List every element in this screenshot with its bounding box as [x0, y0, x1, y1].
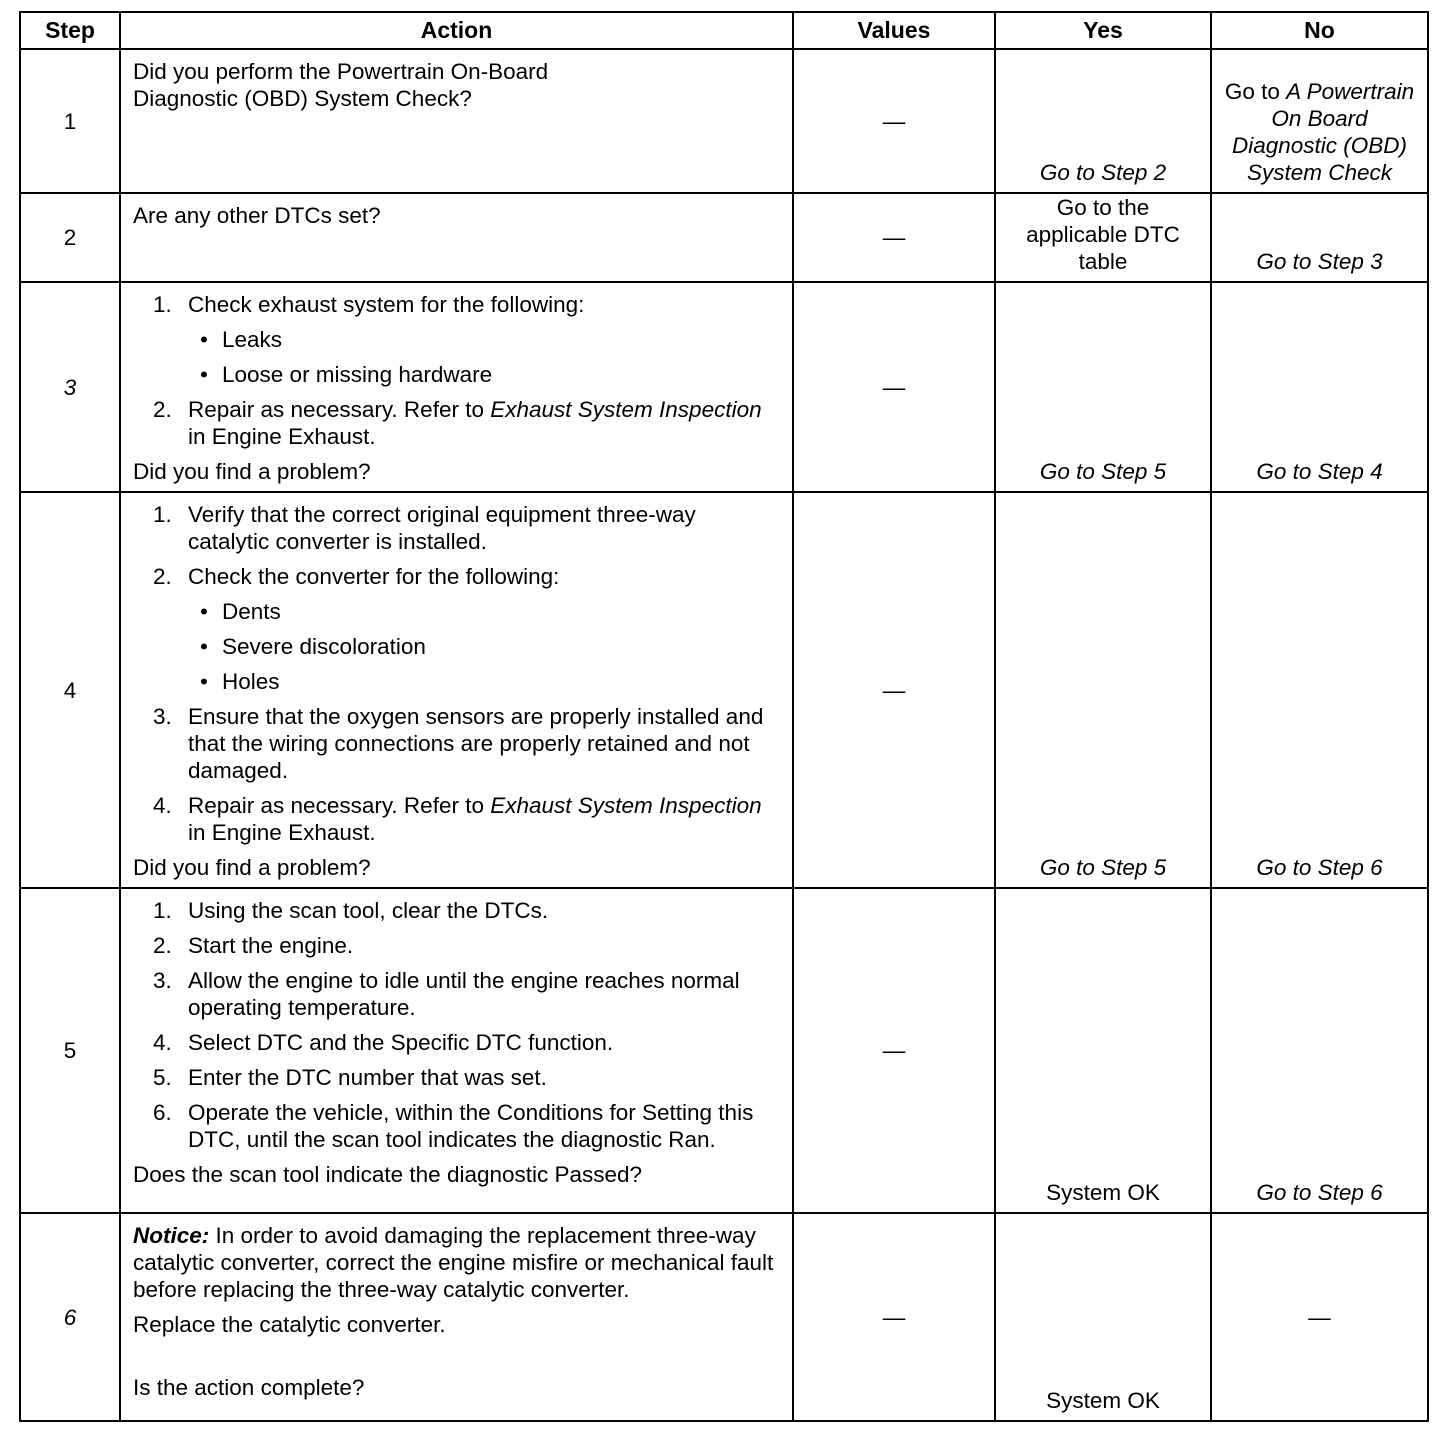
- no-cell: Go to Step 6: [1211, 492, 1428, 888]
- question-text: Did you find a problem?: [133, 855, 371, 880]
- action-step: [133, 1064, 782, 1091]
- step-index: 2.: [153, 933, 172, 958]
- bullet-list: [188, 598, 782, 695]
- question-text: Is the action complete?: [133, 1375, 365, 1400]
- step-index: 2.: [153, 564, 172, 589]
- step-text: Ensure that the oxygen sensors are properly installed and that the wiring connections are properly retained and not damaged.: [188, 704, 764, 783]
- table-row: [20, 193, 1428, 282]
- yes-cell: Go to Step 2: [995, 49, 1211, 193]
- bullet-item: • Leaks: [188, 326, 782, 353]
- reference-link: Exhaust System Inspection: [490, 397, 762, 422]
- notice-text: In order to avoid damaging the replacement three-way catalytic converter, correct the engine misfire or mechanical fault before replacing the three-way catalytic converter.: [133, 1223, 774, 1302]
- table-row: [20, 282, 1428, 492]
- values-cell: —: [793, 193, 995, 282]
- bullet-item: • Loose or missing hardware: [188, 361, 782, 388]
- step-text: Check the converter for the following:: [188, 564, 560, 589]
- step-text: Verify that the correct original equipment three-way catalytic converter is installed.: [188, 502, 696, 554]
- yes-cell: System OK: [995, 888, 1211, 1213]
- values-cell: —: [793, 282, 995, 492]
- values-cell: —: [793, 1213, 995, 1421]
- notice-paragraph: [133, 1222, 782, 1303]
- action-steps: [133, 897, 782, 1153]
- action-step: [133, 967, 782, 1021]
- yes-cell: System OK: [995, 1213, 1211, 1421]
- table-row: [20, 49, 1428, 193]
- bullet-item: • Dents: [188, 598, 782, 625]
- notice-label: Notice:: [133, 1223, 210, 1248]
- action-step: [133, 1099, 782, 1153]
- action-step: [133, 501, 782, 555]
- header-step: Step: [20, 12, 120, 49]
- diagnostic-table: [19, 11, 1429, 1422]
- action-step: [133, 792, 782, 846]
- action-cell: [120, 282, 793, 492]
- table-row: [20, 888, 1428, 1213]
- yes-cell: Go to the applicable DTC table: [995, 193, 1211, 282]
- bullet-list: [188, 326, 782, 388]
- reference-link: Exhaust System Inspection: [490, 793, 762, 818]
- step-index: 1.: [153, 898, 172, 923]
- step-index: 4.: [153, 793, 172, 818]
- action-text: Are any other DTCs set?: [133, 203, 381, 228]
- table-row: [20, 1213, 1428, 1421]
- step-text: Start the engine.: [188, 933, 354, 958]
- step-index: 1.: [153, 292, 172, 317]
- action-cell: [120, 1213, 793, 1421]
- step-number: 3: [20, 282, 120, 492]
- action-step: [133, 932, 782, 959]
- step-text: Check exhaust system for the following:: [188, 292, 585, 317]
- step-text: Repair as necessary. Refer to: [188, 793, 491, 818]
- no-cell: Go to Step 4: [1211, 282, 1428, 492]
- header-values: Values: [793, 12, 995, 49]
- values-cell: —: [793, 492, 995, 888]
- step-index: 1.: [153, 502, 172, 527]
- step-text: in Engine Exhaust.: [188, 820, 376, 845]
- action-step: [133, 703, 782, 784]
- no-cell: Go to Step 3: [1211, 193, 1428, 282]
- no-prefix: Go to: [1224, 79, 1287, 104]
- step-number: 4: [20, 492, 120, 888]
- values-cell: —: [793, 49, 995, 193]
- action-step: [133, 396, 782, 450]
- header-yes: Yes: [995, 12, 1211, 49]
- no-cell: [1211, 49, 1428, 193]
- bullet-item: • Severe discoloration: [188, 633, 782, 660]
- yes-cell: Go to Step 5: [995, 282, 1211, 492]
- step-index: 4.: [153, 1030, 172, 1055]
- action-step: [133, 897, 782, 924]
- values-cell: —: [793, 888, 995, 1213]
- action-text: Did you perform the Powertrain On-Board Diagnostic (OBD) System Check?: [133, 59, 549, 111]
- bullet-item: • Holes: [188, 668, 782, 695]
- action-cell: [120, 492, 793, 888]
- no-cell: Go to Step 6: [1211, 888, 1428, 1213]
- no-cell: —: [1211, 1213, 1428, 1421]
- step-index: 2.: [153, 397, 172, 422]
- step-index: 3.: [153, 704, 172, 729]
- yes-cell: Go to Step 5: [995, 492, 1211, 888]
- instruction-text: Replace the catalytic converter.: [133, 1312, 446, 1337]
- step-number: 6: [20, 1213, 120, 1421]
- step-text: Select DTC and the Specific DTC function.: [188, 1030, 614, 1055]
- no-link: A Powertrain On Board Diagnostic (OBD) System Check: [1231, 79, 1415, 185]
- step-index: 3.: [153, 968, 172, 993]
- step-number: 5: [20, 888, 120, 1213]
- question-text: Did you find a problem?: [133, 459, 371, 484]
- action-step: [133, 291, 782, 388]
- step-text: Enter the DTC number that was set.: [188, 1065, 547, 1090]
- step-text: Using the scan tool, clear the DTCs.: [188, 898, 549, 923]
- step-text: Repair as necessary. Refer to: [188, 397, 491, 422]
- action-cell: [120, 49, 793, 193]
- step-index: 6.: [153, 1100, 172, 1125]
- step-text: Allow the engine to idle until the engine reaches normal operating temperature.: [188, 968, 740, 1020]
- action-step: [133, 563, 782, 695]
- header-no: No: [1211, 12, 1428, 49]
- action-step: [133, 1029, 782, 1056]
- step-text: Operate the vehicle, within the Conditions for Setting this DTC, until the scan tool indicates the diagnostic Ran.: [188, 1100, 754, 1152]
- header-action: Action: [120, 12, 793, 49]
- action-cell: [120, 193, 793, 282]
- action-steps: [133, 291, 782, 450]
- question-text: Does the scan tool indicate the diagnostic Passed?: [133, 1162, 643, 1187]
- step-number: 2: [20, 193, 120, 282]
- step-text: in Engine Exhaust.: [188, 424, 376, 449]
- table-row: [20, 492, 1428, 888]
- header-row: [20, 12, 1428, 49]
- step-index: 5.: [153, 1065, 172, 1090]
- action-steps: [133, 501, 782, 846]
- action-cell: [120, 888, 793, 1213]
- step-number: 1: [20, 49, 120, 193]
